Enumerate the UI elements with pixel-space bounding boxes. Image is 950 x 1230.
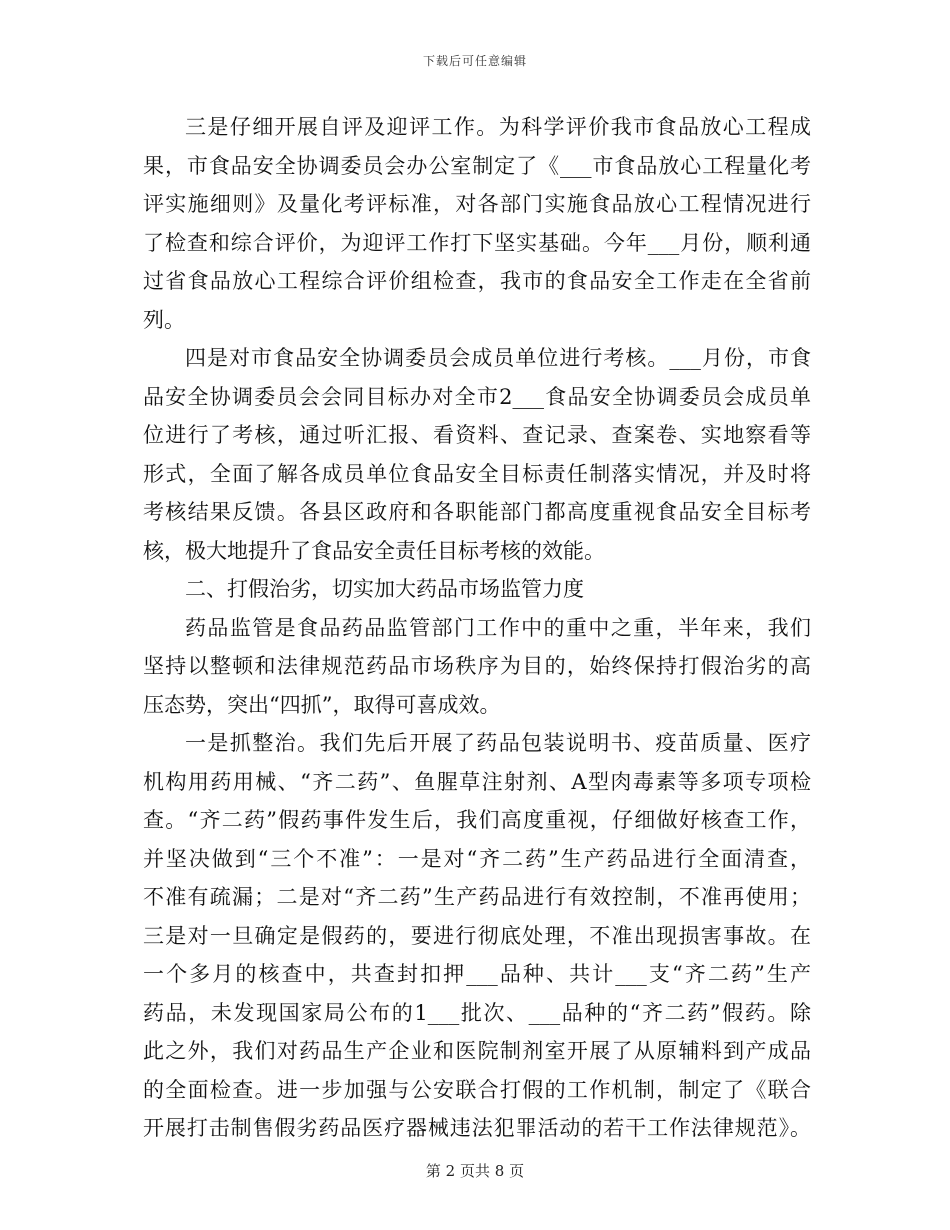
text-line: 二、打假治劣，切实加大药品市场监管力度 xyxy=(185,577,584,601)
text-line: 核，极大地提升了食品安全责任目标考核的效能。 xyxy=(143,538,605,563)
text-line: 评实施细则》及量化考评标准，对各部门实施食品放心工程情况进行 xyxy=(143,192,811,216)
text-line: 四是对市食品安全协调委员会成员单位进行考核。___月份，市食 xyxy=(185,346,811,370)
page-footer: 第 2 页共 8 页 xyxy=(425,1162,525,1180)
text-line: 三是对一旦确定是假药的，要进行彻底处理，不准出现损害事故。在 xyxy=(143,923,811,948)
text-line: 开展打击制售假劣药品医疗器械违法犯罪活动的若干工作法律规范》。 xyxy=(143,1116,811,1140)
text-line: 不准有疏漏；二是对“齐二药”生产药品进行有效控制，不准再使用； xyxy=(143,885,811,909)
text-line: 一是抓整治。我们先后开展了药品包装说明书、疫苗质量、医疗 xyxy=(185,731,811,755)
text-line: 查。“齐二药”假药事件发生后，我们高度重视，仔细做好核查工作， xyxy=(143,808,811,832)
text-line: 三是仔细开展自评及迎评工作。为科学评价我市食品放心工程成 xyxy=(185,115,811,139)
text-line: 药品，未发现国家局公布的1___批次、___品种的“齐二药”假药。除 xyxy=(143,1000,811,1025)
text-line: 药品监管是食品药品监管部门工作中的重中之重，半年来，我们 xyxy=(185,615,811,640)
document-body xyxy=(143,108,811,1148)
text-line: 坚持以整顿和法律规范药品市场秩序为目的，始终保持打假治劣的高 xyxy=(143,654,811,678)
text-line: 考核结果反馈。各县区政府和各职能部门都高度重视食品安全目标考 xyxy=(143,500,811,524)
page-header: 下载后可任意编辑 xyxy=(422,54,527,68)
text-line: 一个多月的核查中，共查封扣押___品种、共计___支“齐二药”生产 xyxy=(143,962,811,986)
text-line: 形式，全面了解各成员单位食品安全目标责任制落实情况，并及时将 xyxy=(143,461,811,486)
text-line: 的全面检查。进一步加强与公安联合打假的工作机制，制定了《联合 xyxy=(143,1077,811,1102)
text-line: 位进行了考核，通过听汇报、看资料、查记录、查案卷、实地察看等 xyxy=(143,423,811,447)
text-line: 了检查和综合评价，为迎评工作打下坚实基础。今年___月份，顺利通 xyxy=(143,230,811,255)
text-line: 机构用药用械、“齐二药”、鱼腥草注射剂、A型肉毒素等多项专项检 xyxy=(143,769,811,794)
text-line: 品安全协调委员会会同目标办对全市2___食品安全协调委员会成员单 xyxy=(143,384,811,409)
text-line: 此之外，我们对药品生产企业和医院制剂室开展了从原辅料到产成品 xyxy=(143,1039,811,1063)
text-line: 果，市食品安全协调委员会办公室制定了《___市食品放心工程量化考 xyxy=(143,153,811,178)
text-line: 并坚决做到“三个不准”：一是对“齐二药”生产药品进行全面清查， xyxy=(143,846,811,871)
text-line: 列。 xyxy=(143,307,185,332)
text-line: 过省食品放心工程综合评价组检查，我市的食品安全工作走在全省前 xyxy=(143,269,811,293)
text-line: 压态势，突出“四抓”，取得可喜成效。 xyxy=(143,692,501,717)
